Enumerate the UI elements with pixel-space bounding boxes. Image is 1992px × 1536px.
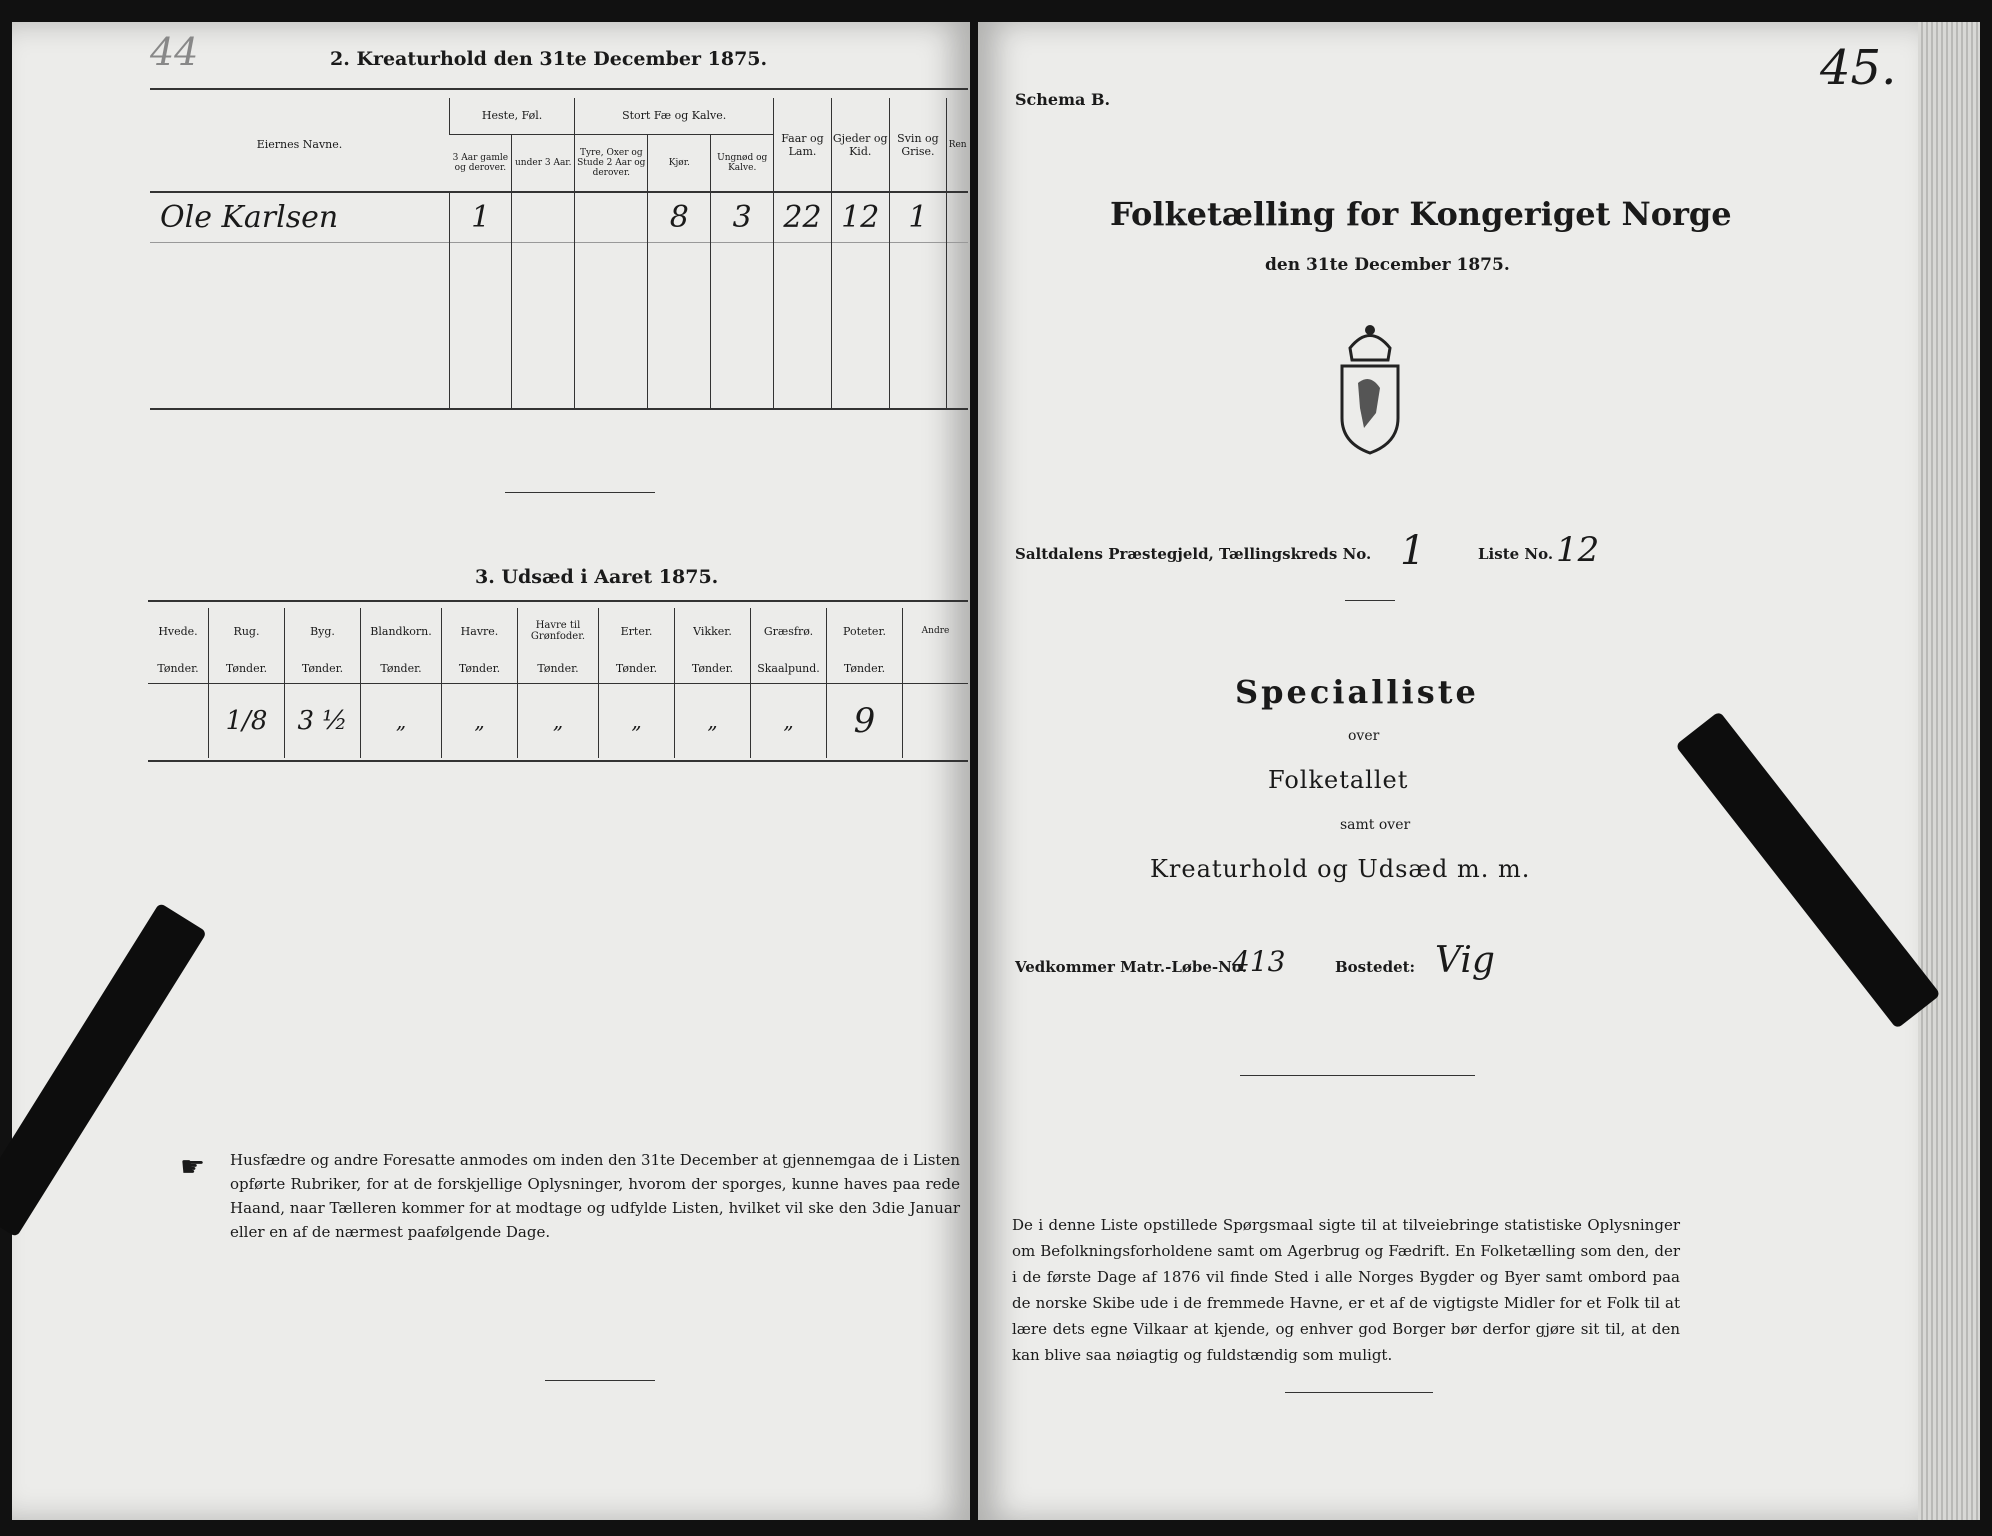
divider [505,492,655,493]
col-tyre: Tyre, Oxer og Stude 2 Aar og derover. [575,134,648,192]
cell-kjoer: 8 [648,192,711,242]
v-7: „ [675,683,751,758]
matr-number: 413 [1232,945,1286,978]
section2-bottom-rule [150,408,968,410]
cell-faar: 22 [774,192,832,242]
divider [1345,600,1395,601]
group-storfe: Stort Fæ og Kalve. [575,98,774,134]
section3-top-rule [148,600,968,602]
v-8: „ [751,683,827,758]
h-havre-gronfoder: Havre til Grønfoder. [518,608,599,655]
kreds-number: 1 [1400,528,1426,574]
owner-name: Ole Karlsen [160,199,339,235]
left-notice: Husfædre og andre Foresatte anmodes om inden den 31te December at gjennemgaa de i Listen opførte Rubriker, for at de forskjellige Oplysninger, hvorom der sporges, kunne haves paa rede Haand, naar Tælleren kommer for at modtage og udfylde Listen, hvilket vil ske den 3die Januar eller en af de nærmest paafølgende Dage. [230,1151,960,1241]
v-10 [903,683,969,758]
h-vikker: Vikker. [675,608,751,655]
col-gjeder: Gjeder og Kid. [831,98,889,192]
h-andre: Andre [903,608,969,655]
section2-title: 2. Kreaturhold den 31te December 1875. [330,48,768,70]
page-edges [1918,22,1980,1520]
u-4: Tønder. [442,655,518,683]
liste-number: 12 [1556,530,1600,570]
v-2: 3 ½ [285,683,361,758]
h-graesfro: Græsfrø. [751,608,827,655]
divider [1240,1075,1475,1076]
coat-of-arms-icon [1330,318,1410,458]
h-erter: Erter. [599,608,675,655]
h-hvede: Hvede. [158,624,198,638]
sowing-headers [148,608,968,655]
v-3: „ [361,683,442,758]
u-9: Tønder. [827,655,903,683]
right-notice: De i denne Liste opstillede Spørgsmaal sigte til at tilveiebringe statistiske Oplysninger om Befolkningsforholdene samt om Agerbrug og Fædrift. En Folketælling som den, der i de første Dage af 1876 vil finde Sted i alle Norges Bygder og Byer samt ombord paa de norske Skibe ude i de fremmede Havne, er et af de vigtigste Midler for et Folk til at lære dets egne Vilkaar at kjende, og enhver god Borger bør derfor gjøre sit til, at den kan blive saa nøiagtig og fuldstændig som muligt. [1012,1216,1680,1364]
parish-label: Saltdalens Præstegjeld, Tællingskreds No. [1015,545,1372,563]
col-kjoer: Kjør. [648,134,711,192]
table-row [150,192,968,242]
group-heste: Heste, Føl. [449,98,574,134]
title-date: den 31te December 1875. [1265,255,1510,275]
bosted-value: Vig [1435,940,1495,981]
special-heading: Specialliste [1235,673,1479,711]
col-svin: Svin og Grise. [889,98,947,192]
section3-bottom-rule [148,760,968,762]
u-2: Tønder. [285,655,361,683]
divider [545,1380,655,1381]
section2-top-rule [150,88,968,90]
sowing-table [148,608,968,758]
schema-label: Schema B. [1015,90,1111,109]
v-1: 1/8 [209,683,285,758]
v-4: „ [442,683,518,758]
u-0: Tønder. [157,662,199,676]
section3-title: 3. Udsæd i Aaret 1875. [475,566,719,588]
col-ren: Ren [947,98,968,192]
u-5: Tønder. [518,655,599,683]
col-ungnoed: Ungnød og Kalve. [711,134,774,192]
cell-ren [947,192,968,242]
bosted-label: Bostedet: [1335,958,1416,976]
u-8: Skaalpund. [751,655,827,683]
h-byg: Byg. [285,608,361,655]
u-7: Tønder. [675,655,751,683]
v-5: „ [518,683,599,758]
h-havre: Havre. [442,608,518,655]
kreaturhold-text: Kreaturhold og Udsæd m. m. [1150,855,1531,883]
v-6: „ [599,683,675,758]
h-poteter: Poteter. [827,608,903,655]
h-rug: Rug. [209,608,285,655]
liste-label: Liste No. [1478,545,1554,563]
col-heste-under: under 3 Aar. [512,134,575,192]
pointing-hand-icon: ☛ [180,1150,206,1183]
u-3: Tønder. [361,655,442,683]
cell-svin: 1 [889,192,947,242]
matr-label: Vedkommer Matr.-Løbe-No. [1015,958,1247,976]
over-text: over [1348,728,1380,744]
u-6: Tønder. [599,655,675,683]
page-number: 45. [1820,40,1897,96]
livestock-table [150,98,968,408]
cell-tyre [575,192,648,242]
v-0 [148,683,209,758]
folketallet-text: Folketallet [1268,766,1409,794]
cell-ungnoed: 3 [711,192,774,242]
cell-heste-under [512,192,575,242]
u-10 [903,655,969,683]
main-title: Folketælling for Kongeriget Norge [1110,195,1732,233]
samt-over-text: samt over [1340,817,1411,833]
h-blandkorn: Blandkorn. [361,608,442,655]
corner-mark: 44 [150,30,199,74]
cell-gjeder: 12 [831,192,889,242]
divider [1285,1392,1433,1393]
v-9: 9 [827,683,903,758]
u-1: Tønder. [209,655,285,683]
col-faar: Faar og Lam. [774,98,832,192]
cell-heste-3: 1 [449,192,511,242]
sowing-units [148,655,968,683]
table-row [148,683,968,758]
col-heste-3: 3 Aar gamle og derover. [452,152,509,173]
col-owner: Eiernes Navne. [256,138,343,151]
